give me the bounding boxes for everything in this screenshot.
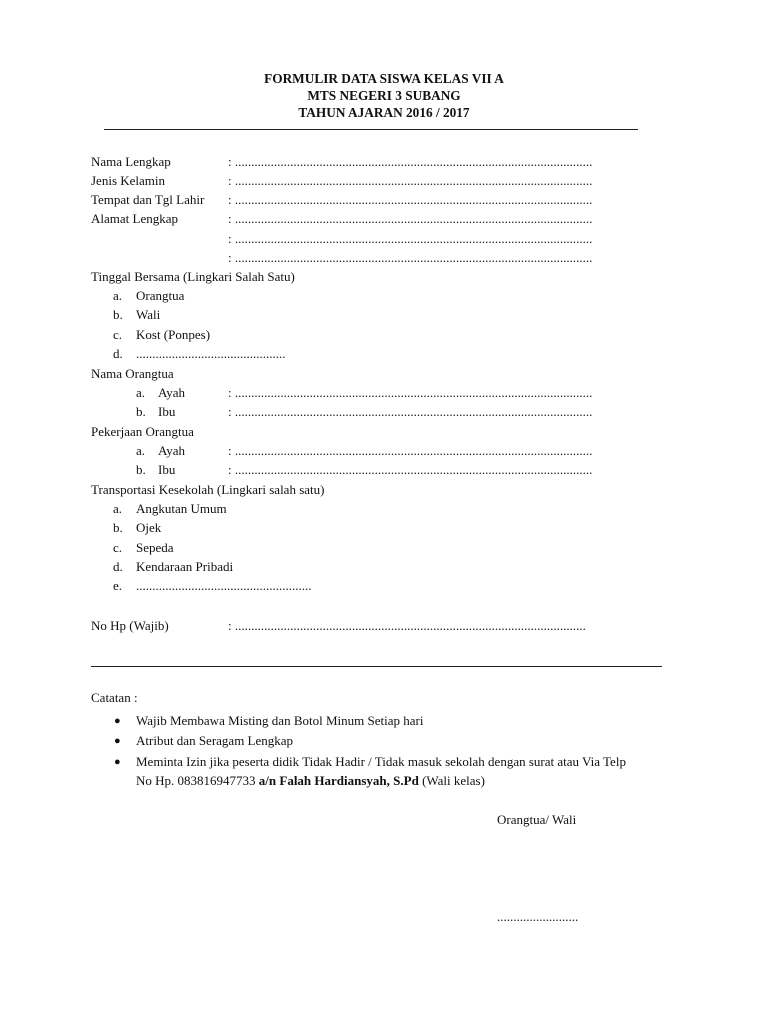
fill-jenis-kelamin[interactable]: : ..............................................................................................................	[228, 173, 593, 188]
signature-label: Orangtua/ Wali	[497, 812, 577, 827]
transportasi-letter: d.	[113, 559, 123, 574]
tinggal-letter: c.	[113, 327, 123, 342]
signature-line[interactable]: .........................	[497, 909, 579, 924]
tinggal-letter: d.	[113, 346, 123, 361]
fill-pekerjaan-ibu[interactable]: : ..............................................................................................................	[228, 462, 593, 477]
pekerjaan-ibu-letter: b.	[136, 462, 146, 477]
catatan-item-continuation	[136, 773, 485, 789]
header-divider	[104, 129, 638, 130]
label-nama-ayah: Ayah	[158, 385, 185, 400]
transportasi-option-other[interactable]: ......................................................	[136, 578, 312, 593]
form-title: FORMULIR DATA SISWA KELAS VII A	[264, 71, 504, 86]
fill-ttl[interactable]: : ..............................................................................................................	[228, 192, 593, 207]
fill-alamat-3[interactable]: : ..............................................................................................................	[228, 250, 593, 265]
bullet-icon: ●	[114, 715, 121, 727]
label-no-hp: No Hp (Wajib)	[91, 618, 169, 633]
label-pekerjaan-ayah: Ayah	[158, 443, 185, 458]
section-divider	[91, 666, 662, 667]
label-ttl: Tempat dan Tgl Lahir	[91, 192, 205, 207]
label-jenis-kelamin: Jenis Kelamin	[91, 173, 166, 188]
fill-alamat-2[interactable]: : ..............................................................................................................	[228, 231, 593, 246]
tinggal-option[interactable]: Wali	[136, 307, 161, 322]
label-pekerjaan-ibu: Ibu	[158, 462, 176, 477]
transportasi-option[interactable]: Ojek	[136, 520, 162, 535]
nama-orangtua-heading: Nama Orangtua	[91, 366, 174, 381]
fill-nama-ibu[interactable]: : ..............................................................................................................	[228, 404, 593, 419]
tinggal-letter: b.	[113, 307, 123, 322]
tinggal-option[interactable]: Kost (Ponpes)	[136, 327, 211, 342]
label-nama: Nama Lengkap	[91, 154, 171, 169]
academic-year: TAHUN AJARAN 2016 / 2017	[298, 105, 470, 120]
label-alamat: Alamat Lengkap	[91, 211, 178, 226]
fill-nama[interactable]: : ..............................................................................................................	[228, 154, 593, 169]
label-nama-ibu: Ibu	[158, 404, 176, 419]
tinggal-option[interactable]: Orangtua	[136, 288, 185, 303]
transportasi-letter: b.	[113, 520, 123, 535]
tinggal-option-other[interactable]: ..............................................	[136, 346, 286, 361]
wali-phone: No Hp. 083816947733	[136, 773, 259, 788]
transportasi-heading: Transportasi Kesekolah (Lingkari salah satu)	[91, 482, 325, 497]
pekerjaan-ayah-letter: a.	[136, 443, 146, 458]
school-name: MTS NEGERI 3 SUBANG	[307, 88, 461, 103]
wali-name: a/n Falah Hardiansyah, S.Pd	[258, 773, 419, 788]
pekerjaan-heading: Pekerjaan Orangtua	[91, 424, 194, 439]
transportasi-option[interactable]: Angkutan Umum	[136, 501, 227, 516]
transportasi-letter: e.	[113, 578, 123, 593]
catatan-heading: Catatan :	[91, 690, 138, 705]
transportasi-option[interactable]: Sepeda	[136, 540, 174, 555]
catatan-item: Meminta Izin jika peserta didik Tidak Hadir / Tidak masuk sekolah dengan surat atau Via Telp	[136, 754, 626, 769]
catatan-item: Atribut dan Seragam Lengkap	[136, 733, 294, 748]
wali-role: (Wali kelas)	[418, 773, 485, 788]
fill-nama-ayah[interactable]: : ..............................................................................................................	[228, 385, 593, 400]
transportasi-option[interactable]: Kendaraan Pribadi	[136, 559, 234, 574]
fill-pekerjaan-ayah[interactable]: : ..............................................................................................................	[228, 443, 593, 458]
nama-ibu-letter: b.	[136, 404, 146, 419]
fill-alamat-1[interactable]: : ..............................................................................................................	[228, 211, 593, 226]
fill-no-hp[interactable]: : ............................................................................................................	[228, 618, 586, 633]
transportasi-letter: c.	[113, 540, 123, 555]
tinggal-heading: Tinggal Bersama (Lingkari Salah Satu)	[91, 269, 295, 284]
tinggal-letter: a.	[113, 288, 123, 303]
catatan-item: Wajib Membawa Misting dan Botol Minum Setiap hari	[136, 713, 424, 728]
bullet-icon: ●	[114, 756, 121, 768]
nama-ayah-letter: a.	[136, 385, 146, 400]
transportasi-letter: a.	[113, 501, 123, 516]
bullet-icon: ●	[114, 735, 121, 747]
